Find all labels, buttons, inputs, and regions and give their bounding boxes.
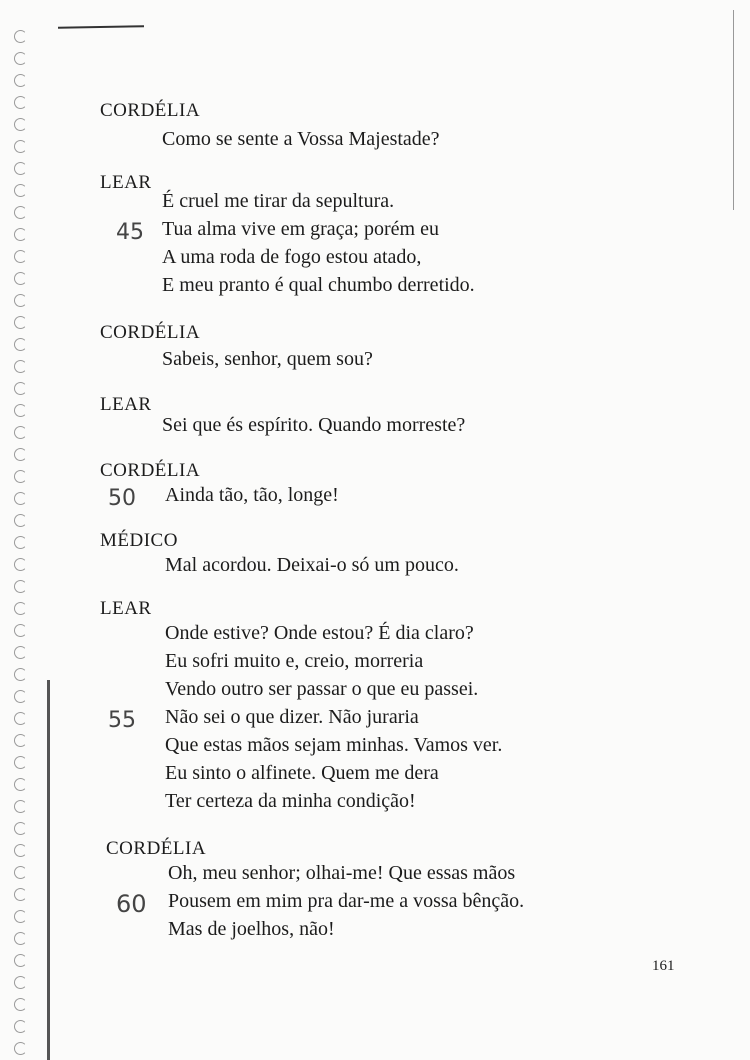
verse-line: Mal acordou. Deixai-o só um pouco. — [165, 554, 459, 576]
verse-line: A uma roda de fogo estou atado, — [162, 246, 422, 268]
speaker-name: MÉDICO — [100, 530, 178, 551]
verse-line: Pousem em mim pra dar-me a vossa bênção. — [168, 890, 525, 912]
verse-line: Eu sofri muito e, creio, morreria — [165, 650, 424, 672]
page-number: 161 — [652, 958, 675, 974]
speaker-name: LEAR — [100, 172, 152, 193]
speaker-name: CORDÉLIA — [100, 460, 201, 481]
verse-line: Oh, meu senhor; olhai-me! Que essas mãos — [168, 862, 516, 884]
verse-line: E meu pranto é qual chumbo derretido. — [162, 274, 475, 296]
verse-line: Ainda tão, tão, longe! — [165, 484, 339, 506]
verse-line: Eu sinto o alfinete. Quem me dera — [165, 762, 439, 784]
handwritten-line-number: 50 — [108, 486, 136, 511]
verse-line: É cruel me tirar da sepultura. — [162, 190, 395, 212]
speaker-name: CORDÉLIA — [100, 322, 201, 343]
speaker-name: LEAR — [100, 598, 152, 619]
verse-line: Ter certeza da minha condição! — [165, 790, 416, 812]
verse-line: Onde estive? Onde estou? É dia claro? — [165, 622, 474, 644]
handwritten-line-number: 60 — [116, 890, 147, 918]
verse-line: Que estas mãos sejam minhas. Vamos ver. — [165, 734, 503, 756]
handwritten-line-number: 55 — [108, 708, 136, 733]
verse-line: Sei que és espírito. Quando morreste? — [162, 414, 466, 436]
verse-line: Sabeis, senhor, quem sou? — [162, 348, 373, 370]
verse-line: Vendo outro ser passar o que eu passei. — [165, 678, 479, 700]
verse-line: Como se sente a Vossa Majestade? — [162, 128, 440, 150]
verse-line: Mas de joelhos, não! — [168, 918, 335, 940]
speaker-name: CORDÉLIA — [106, 838, 207, 859]
speaker-name: CORDÉLIA — [100, 100, 201, 121]
verse-line: Tua alma vive em graça; porém eu — [162, 218, 439, 240]
verse-line: Não sei o que dizer. Não juraria — [165, 706, 419, 728]
handwritten-line-number: 45 — [116, 220, 144, 245]
speaker-name: LEAR — [100, 394, 152, 415]
